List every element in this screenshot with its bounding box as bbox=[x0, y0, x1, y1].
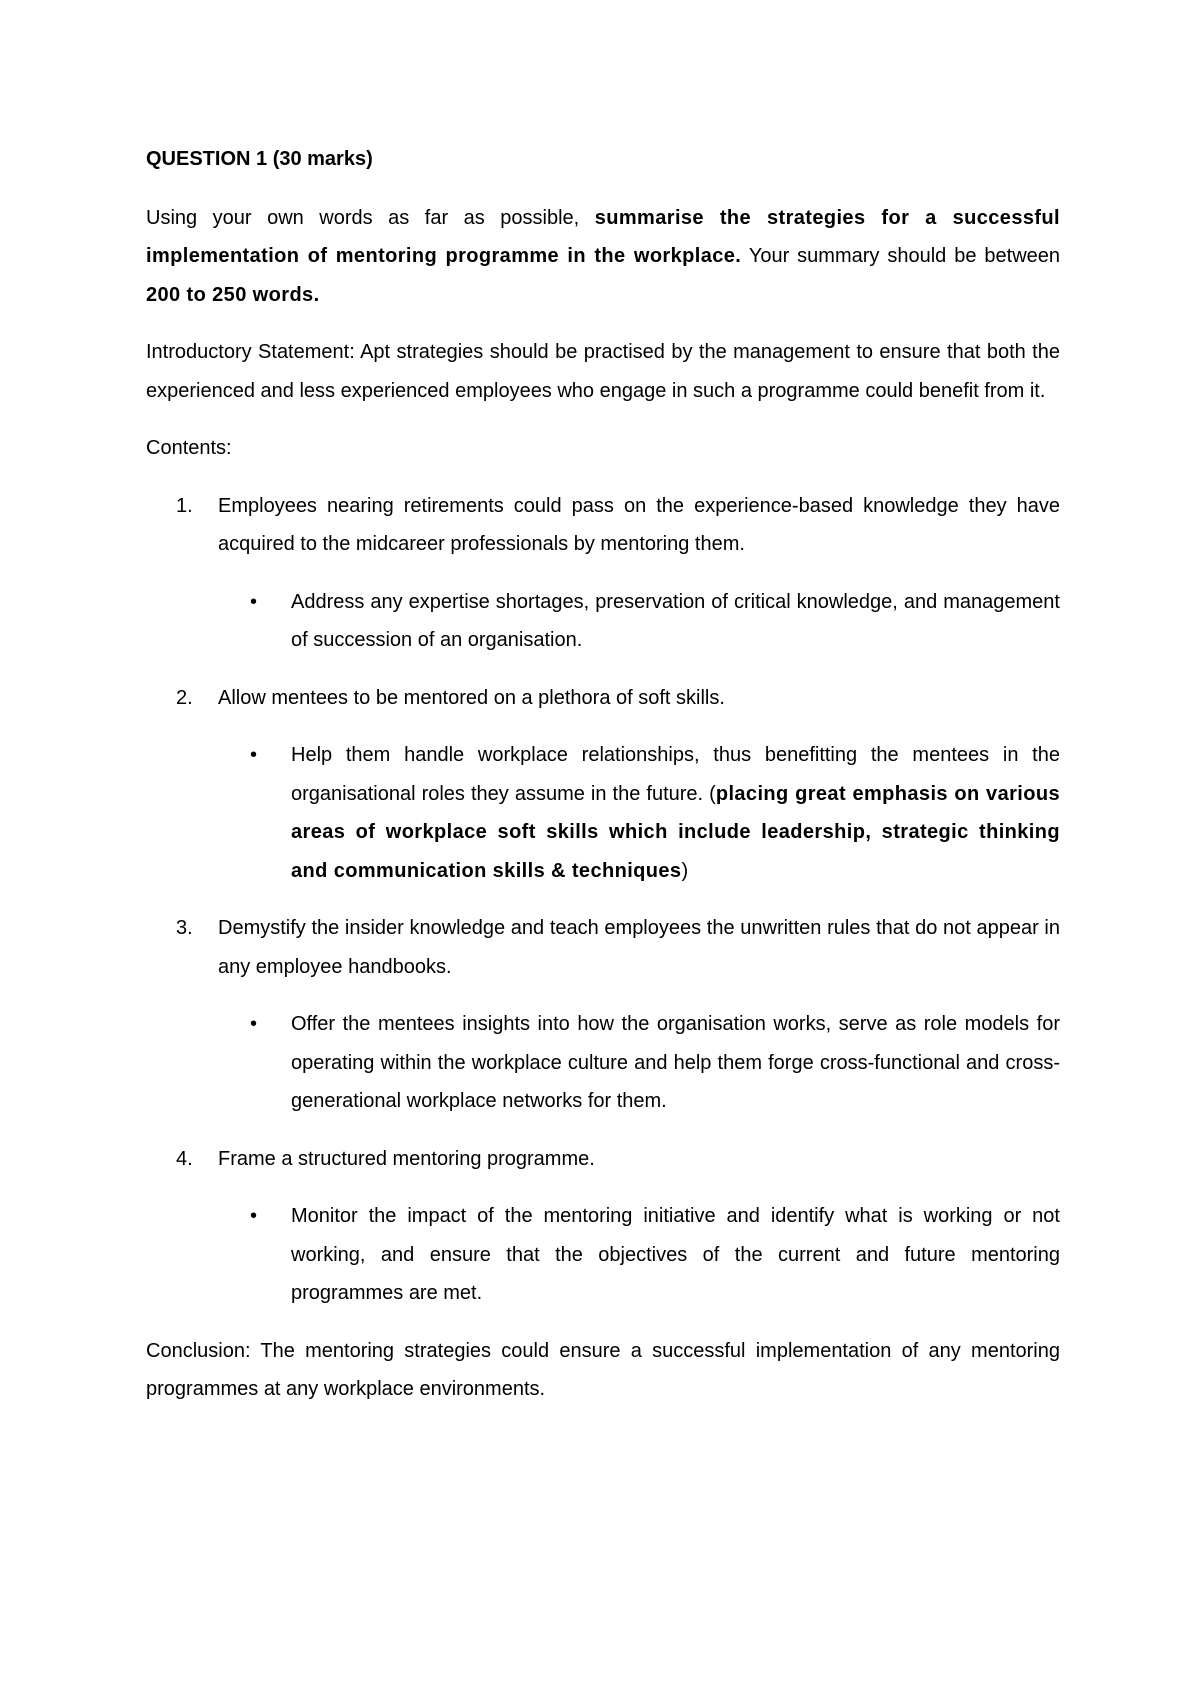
list-item-text: Frame a structured mentoring programme. bbox=[218, 1147, 595, 1170]
bullet-item-2 bbox=[146, 736, 1060, 890]
document-body bbox=[146, 140, 1060, 1428]
instruction-word-count: 200 to 250 words. bbox=[146, 283, 320, 306]
contents-label: Contents: bbox=[146, 437, 232, 459]
bullet-icon: • bbox=[250, 590, 258, 613]
list-number: 4. bbox=[176, 1147, 193, 1170]
list-number: 3. bbox=[176, 917, 193, 939]
list-item-4 bbox=[146, 1140, 1060, 1179]
bullet-text: Offer the mentees insights into how the organisation works, serve as role models for operating within the workplace culture and help them forge cross-functional and cross-generational workplace networks for them. bbox=[291, 1013, 1060, 1112]
list-item-text: Demystify the insider knowledge and teach employees the unwritten rules that do not appear in any employee handbooks. bbox=[218, 917, 1060, 978]
instruction-mid: Your summary should be between bbox=[741, 245, 1061, 267]
instruction-task: summarise the strategies for a successful implementation of mentoring programme in the workplace. bbox=[146, 206, 1060, 267]
list-number: 2. bbox=[176, 686, 193, 709]
list-item-2 bbox=[146, 679, 1060, 718]
bullet-text: Monitor the impact of the mentoring initiative and identify what is working or not working, and ensure that the objectives of the current and future mentoring programmes are met. bbox=[291, 1205, 1060, 1304]
list-item-text: Employees nearing retirements could pass on the experience-based knowledge they have acquired to the midcareer professionals by mentoring them. bbox=[218, 494, 1060, 555]
instruction-pre: Using your own words as far as possible, bbox=[146, 206, 595, 229]
bullet-icon: • bbox=[250, 1013, 258, 1035]
bullet-item-4 bbox=[146, 1197, 1060, 1313]
list-item-text: Allow mentees to be mentored on a plethora of soft skills. bbox=[218, 686, 725, 709]
bullet-text-post: ) bbox=[681, 859, 689, 882]
bullet-icon: • bbox=[250, 1205, 258, 1227]
bullet-text: Address any expertise shortages, preservation of critical knowledge, and management of succession of an organisation. bbox=[291, 590, 1060, 651]
list-item-3 bbox=[146, 909, 1060, 986]
bullet-text-emphasis: placing great emphasis on various areas of workplace soft skills which include leadership, strategic thinking and communication skills & techniques bbox=[291, 782, 1061, 882]
introductory-statement: Introductory Statement: Apt strategies should be practised by the management to ensure that both the experienced and less experienced employees who engage in such a programme could benefit from it. bbox=[146, 341, 1060, 402]
bullet-text bbox=[291, 736, 1060, 890]
list-item-1 bbox=[146, 487, 1060, 564]
instruction-paragraph bbox=[146, 199, 1060, 315]
bullet-icon: • bbox=[250, 744, 258, 766]
list-number: 1. bbox=[176, 494, 193, 517]
bullet-item-3 bbox=[146, 1005, 1060, 1121]
bullet-item-1 bbox=[146, 583, 1060, 660]
bullet-text-pre: Help them handle workplace relationships, thus benefitting the mentees in the organisational roles they assume in the future. ( bbox=[291, 744, 1060, 805]
conclusion: Conclusion: The mentoring strategies could ensure a successful implementation of any mentoring programmes at any workplace environments. bbox=[146, 1339, 1060, 1400]
question-title: QUESTION 1 (30 marks) bbox=[146, 148, 373, 170]
